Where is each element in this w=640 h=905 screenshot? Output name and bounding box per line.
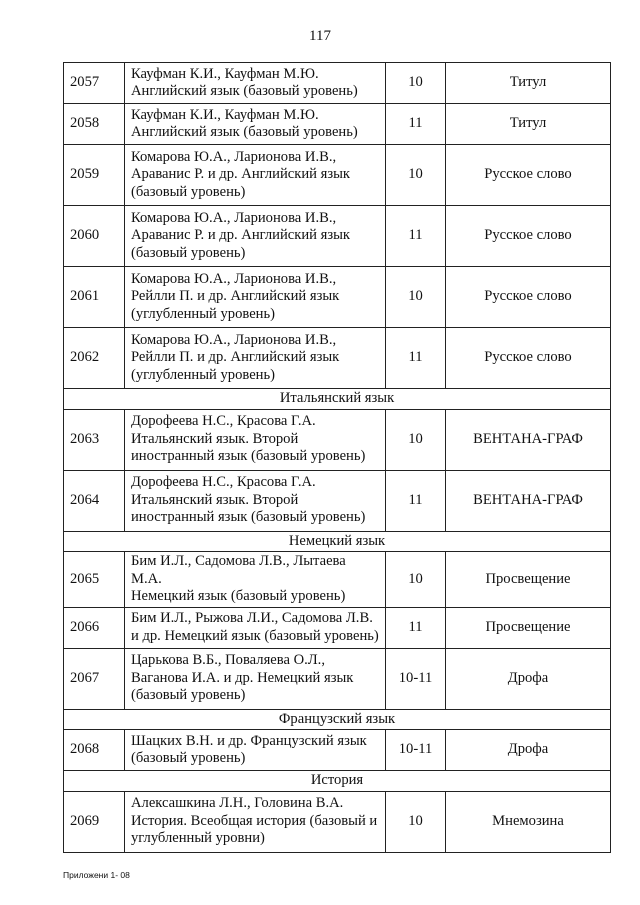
grade: 11 <box>386 470 446 531</box>
authors-title-line: Алексашкина Л.Н., Головина В.А. <box>131 795 344 812</box>
section-row <box>64 709 611 730</box>
authors-title-line: Английский язык (базовый уровень) <box>131 83 358 99</box>
textbook-table <box>63 62 611 853</box>
table-row <box>64 206 611 267</box>
authors-title <box>125 267 386 328</box>
table-row <box>64 267 611 328</box>
authors-title <box>125 63 386 104</box>
authors-title-line: Английский язык (базовый уровень) <box>131 124 358 140</box>
grade: 10 <box>386 409 446 470</box>
table-row <box>64 328 611 389</box>
authors-title-line: Комарова Ю.А., Ларионова И.В., <box>131 209 337 226</box>
authors-title <box>125 409 386 470</box>
publisher: Просвещение <box>446 607 611 648</box>
grade: 11 <box>386 328 446 389</box>
authors-title-line: Царькова В.Б., Поваляева О.Л., <box>131 652 325 669</box>
authors-title <box>125 607 386 648</box>
row-number: 2063 <box>64 409 125 470</box>
authors-title-line: Немецкий язык (базовый уровень) <box>131 588 346 604</box>
authors-title-line: Дорофеева Н.С., Красова Г.А. <box>131 413 316 430</box>
grade: 10-11 <box>386 730 446 771</box>
authors-title <box>125 552 386 608</box>
authors-title <box>125 145 386 206</box>
authors-title-line: Итальянский язык. Второй <box>131 430 299 447</box>
authors-title-line: Итальянский язык. Второй <box>131 491 299 508</box>
authors-title-line: иностранный язык (базовый уровень) <box>131 509 366 526</box>
authors-title <box>125 470 386 531</box>
table-row <box>64 648 611 709</box>
section-title: Французский язык <box>64 709 611 730</box>
row-number: 2064 <box>64 470 125 531</box>
grade: 10 <box>386 145 446 206</box>
authors-title <box>125 328 386 389</box>
authors-title-line: Кауфман К.И., Кауфман М.Ю. <box>131 65 319 82</box>
authors-title-line: Комарова Ю.А., Ларионова И.В., <box>131 331 337 348</box>
section-title: Итальянский язык <box>64 389 611 410</box>
authors-title-line: Дорофеева Н.С., Красова Г.А. <box>131 474 316 491</box>
authors-title-line: Ваганова И.А. и др. Немецкий язык <box>131 669 354 686</box>
authors-title-line: История. Всеобщая история (базовый и <box>131 812 378 829</box>
publisher: Дрофа <box>446 730 611 771</box>
table-row <box>64 409 611 470</box>
row-number: 2069 <box>64 791 125 852</box>
grade: 10 <box>386 791 446 852</box>
publisher: Мнемозина <box>446 791 611 852</box>
authors-title <box>125 648 386 709</box>
publisher: Титул <box>446 104 611 145</box>
publisher: Русское слово <box>446 145 611 206</box>
authors-title <box>125 791 386 852</box>
publisher: Титул <box>446 63 611 104</box>
table-row <box>64 552 611 608</box>
page-number: 117 <box>309 28 331 44</box>
authors-title-line: Бим И.Л., Рыжова Л.И., Садомова Л.В. <box>131 610 373 626</box>
footer-note: Приложени 1- 08 <box>63 870 130 880</box>
authors-title-line: (углубленный уровень) <box>131 366 275 383</box>
authors-title <box>125 206 386 267</box>
row-number: 2060 <box>64 206 125 267</box>
section-row <box>64 531 611 552</box>
publisher: Русское слово <box>446 267 611 328</box>
row-number: 2065 <box>64 552 125 608</box>
table-row <box>64 730 611 771</box>
row-number: 2058 <box>64 104 125 145</box>
grade: 10-11 <box>386 648 446 709</box>
authors-title-line: Кауфман К.И., Кауфман М.Ю. <box>131 106 319 123</box>
row-number: 2059 <box>64 145 125 206</box>
authors-title-line: Комарова Ю.А., Ларионова И.В., <box>131 148 337 165</box>
section-row <box>64 389 611 410</box>
authors-title-line: Рейлли П. и др. Английский язык <box>131 349 340 366</box>
grade: 11 <box>386 206 446 267</box>
table-row <box>64 145 611 206</box>
publisher: Дрофа <box>446 648 611 709</box>
row-number: 2067 <box>64 648 125 709</box>
table-row <box>64 607 611 648</box>
grade: 11 <box>386 607 446 648</box>
authors-title-line: Шацких В.Н. и др. Французский язык <box>131 732 367 749</box>
grade: 10 <box>386 267 446 328</box>
publisher: ВЕНТАНА-ГРАФ <box>446 470 611 531</box>
authors-title-line: углубленный уровни) <box>131 830 265 847</box>
authors-title-line: Комарова Ю.А., Ларионова И.В., <box>131 270 337 287</box>
authors-title-line: (базовый уровень) <box>131 750 246 766</box>
authors-title-line: и др. Немецкий язык (базовый уровень) <box>131 627 379 644</box>
authors-title-line: (базовый уровень) <box>131 183 246 200</box>
section-title: Немецкий язык <box>64 531 611 552</box>
table-row <box>64 104 611 145</box>
publisher: Русское слово <box>446 206 611 267</box>
row-number: 2057 <box>64 63 125 104</box>
authors-title-line: иностранный язык (базовый уровень) <box>131 448 366 465</box>
section-row <box>64 771 611 792</box>
authors-title-line: Бим И.Л., Садомова Л.В., Лытаева М.А. <box>131 553 346 587</box>
row-number: 2066 <box>64 607 125 648</box>
row-number: 2068 <box>64 730 125 771</box>
publisher: ВЕНТАНА-ГРАФ <box>446 409 611 470</box>
table-row <box>64 470 611 531</box>
section-title: История <box>64 771 611 792</box>
grade: 10 <box>386 63 446 104</box>
publisher: Просвещение <box>446 552 611 608</box>
authors-title <box>125 730 386 771</box>
publisher: Русское слово <box>446 328 611 389</box>
table-row <box>64 791 611 852</box>
table-row <box>64 63 611 104</box>
authors-title-line: (базовый уровень) <box>131 244 246 261</box>
authors-title-line: (базовый уровень) <box>131 687 246 704</box>
grade: 10 <box>386 552 446 608</box>
row-number: 2062 <box>64 328 125 389</box>
authors-title <box>125 104 386 145</box>
grade: 11 <box>386 104 446 145</box>
authors-title-line: Араванис Р. и др. Английский язык <box>131 227 351 244</box>
authors-title-line: (углубленный уровень) <box>131 305 275 322</box>
authors-title-line: Рейлли П. и др. Английский язык <box>131 288 340 305</box>
row-number: 2061 <box>64 267 125 328</box>
authors-title-line: Араванис Р. и др. Английский язык <box>131 166 351 183</box>
